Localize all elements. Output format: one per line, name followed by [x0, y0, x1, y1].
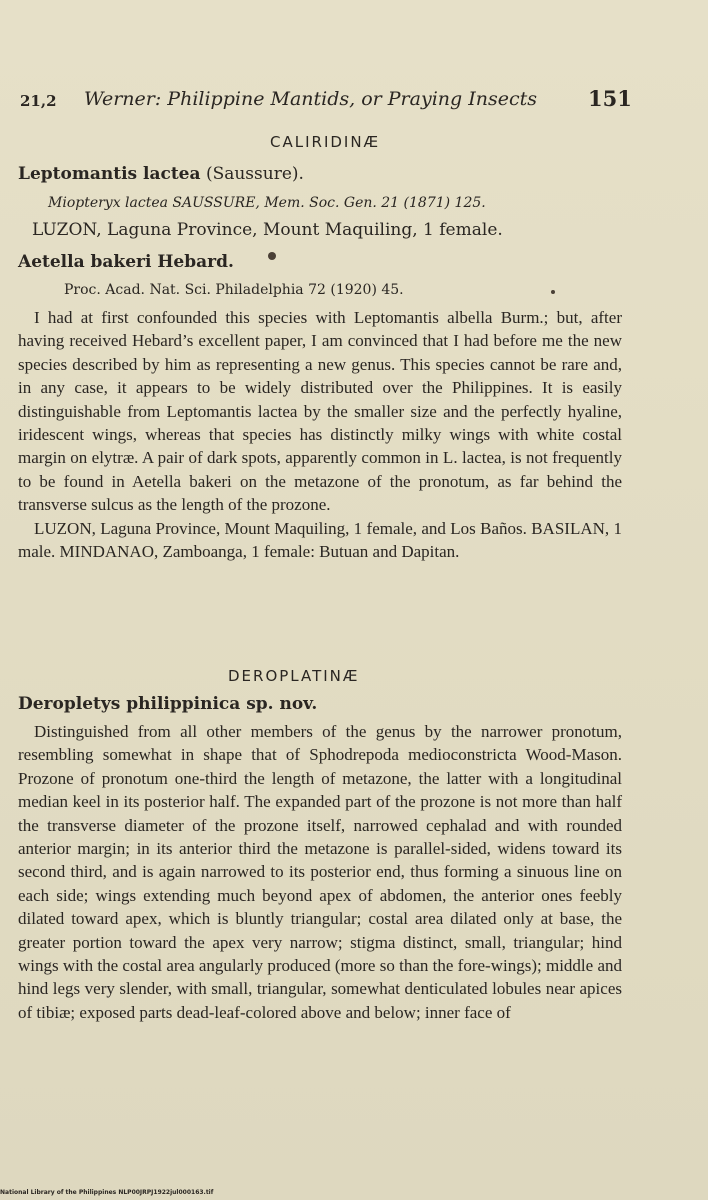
section-heading-caliridinae: CALIRIDINÆ: [270, 133, 381, 151]
running-title: Werner: Philippine Mantids, or Praying Insects: [84, 88, 537, 110]
species-author: (Saussure).: [205, 164, 304, 184]
citation-aetella: Proc. Acad. Nat. Sci. Philadelphia 72 (1920) 45.: [64, 282, 404, 298]
scan-footer: National Library of the Philippines NLP00JRPJ1922jul000163.tif: [0, 1189, 214, 1196]
volume-number: 21,2: [20, 92, 57, 110]
localities-aetella: LUZON, Laguna Province, Mount Maquiling, 1 female, and Los Baños. BASILAN, 1 male. MINDANAO, Zamboanga, 1 female: Butuan and Dapitan.: [18, 518, 622, 562]
species-name: Deropletys philippinica sp. nov.: [18, 694, 318, 714]
species-name: Leptomantis lactea: [18, 164, 201, 184]
citation-miopteryx: Miopteryx lactea SAUSSURE, Mem. Soc. Gen. 21 (1871) 125.: [48, 195, 486, 211]
locality-leptomantis: LUZON, Laguna Province, Mount Maquiling, 1 female.: [32, 220, 503, 240]
species-heading-leptomantis: [18, 164, 304, 184]
species-name: Aetella bakeri Hebard.: [18, 252, 234, 272]
species-heading-deropletys: [18, 694, 317, 714]
ink-speck: [551, 290, 555, 294]
species-heading-aetella: [18, 252, 234, 272]
description-deropletys: Distinguished from all other members of the genus by the narrower pronotum, resembling somewhat in shape that of Sphodrepoda medioconstricta Wood-Mason. Prozone of pronotum one-third the length of metazone, the latter with a longitudinal median keel in its posterior half. The expanded part of the prozone is not more than half the transverse diameter of the prozone itself, narrowed cephalad and with rounded anterior margin; in its anterior third the metazone is parallel-sided, widens toward its second third, and is again narrowed to its posterior end, thus forming a sinuous line on each side; wings extending much beyond apex of abdomen, the anterior ones feebly dilated toward apex, which is bluntly triangular; costal area dilated only at base, the greater portion toward the apex very narrow; stigma distinct, small, triangular; hind wings with the costal area angularly produced (more so than the fore-wings); middle and hind legs very slender, with small, triangular, somewhat denticulated lobules near apices of tibiæ; exposed parts dead-leaf-colored above and below; inner face of: [18, 722, 622, 1022]
description-deropletys-block: [18, 720, 622, 1024]
ink-speck: [268, 252, 276, 260]
page-number: 151: [588, 86, 632, 111]
description-aetella: I had at first confounded this species with Leptomantis albella Burm.; but, after having received Hebard’s excellent paper, I am convinced that I had before me the new species described by him as representing a new genus. This species cannot be rare and, in any case, it appears to be widely distributed over the Philippines. It is easily distinguishable from Leptomantis lactea by the smaller size and the perfectly hyaline, iridescent wings, whereas that species has distinctly milky wings with white costal margin on elytræ. A pair of dark spots, apparently common in L. lactea, is not frequently to be found in Aetella bakeri on the metazone of the pronotum, as far behind the transverse sulcus as the length of the prozone.: [18, 308, 622, 515]
section-heading-deroplatinae: DEROPLATINÆ: [228, 667, 360, 685]
description-aetella-block: [18, 306, 622, 563]
